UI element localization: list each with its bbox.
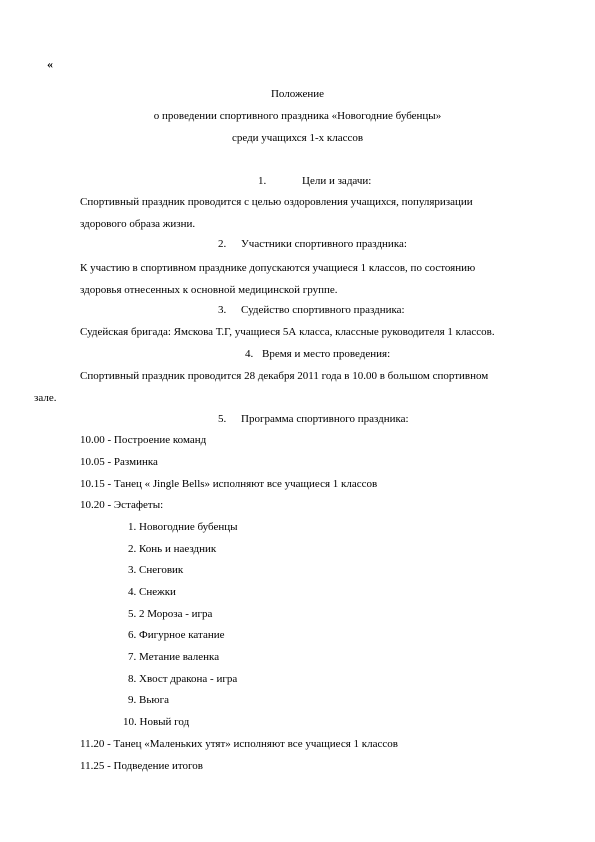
relay-item: 8. Хвост дракона - игра bbox=[128, 673, 238, 685]
section-text-line: Спортивный праздник проводится 28 декабря 2011 года в 10.00 в большом спортивном bbox=[80, 370, 489, 382]
relay-item: 7. Метание валенка bbox=[128, 651, 220, 663]
quote-mark: « bbox=[47, 57, 53, 71]
relay-item: 2. Конь и наездник bbox=[128, 543, 217, 555]
section-text-line: здоровья отнесенных к основной медицинской группе. bbox=[80, 284, 338, 296]
relay-item: 5. 2 Мороза - игра bbox=[128, 608, 213, 620]
relay-item: 1. Новогодние бубенцы bbox=[128, 521, 238, 533]
program-item: 11.20 - Танец «Маленьких утят» исполняют все учащиеся 1 классов bbox=[80, 738, 398, 750]
relay-item: 3. Снеговик bbox=[128, 564, 184, 576]
relay-item: 6. Фигурное катание bbox=[128, 629, 225, 641]
section-text-line: зале. bbox=[34, 392, 57, 404]
relay-item: 4. Снежки bbox=[128, 586, 176, 598]
document-subtitle: о проведении спортивного праздника «Новогодние бубенцы» bbox=[153, 110, 442, 122]
program-item: 10.05 - Разминка bbox=[80, 456, 158, 468]
section-heading-4: Время и место проведения: bbox=[262, 348, 391, 360]
section-text-line: здорового образа жизни. bbox=[80, 218, 196, 230]
program-item: 11.25 - Подведение итогов bbox=[80, 760, 203, 772]
section-number-1: 1. bbox=[258, 175, 267, 187]
program-item: 10.15 - Танец « Jingle Bells» исполняют все учащиеся 1 классов bbox=[80, 478, 378, 490]
document-audience: среди учащихся 1-х классов bbox=[231, 132, 364, 144]
program-item: 10.00 - Построение команд bbox=[80, 434, 207, 446]
section-text-line: Судейская бригада: Ямскова Т.Г, учащиеся 5А класса, классные руководителя 1 классов. bbox=[80, 326, 495, 338]
section-heading-2: Участники спортивного праздника: bbox=[241, 238, 407, 250]
section-heading-5: Программа спортивного праздника: bbox=[241, 413, 409, 425]
section-number-4: 4. bbox=[245, 348, 254, 360]
section-number-2: 2. bbox=[218, 238, 227, 250]
section-number-3: 3. bbox=[218, 304, 227, 316]
section-text-line: К участию в спортивном празднике допускаются учащиеся 1 классов, по состоянию bbox=[80, 262, 476, 274]
document-title: Положение bbox=[270, 88, 324, 100]
relay-item: 9. Вьюга bbox=[128, 694, 169, 706]
program-item: 10.20 - Эстафеты: bbox=[80, 499, 164, 511]
section-text-line: Спортивный праздник проводится с целью оздоровления учащихся, популяризации bbox=[80, 196, 473, 208]
section-number-5: 5. bbox=[218, 413, 227, 425]
section-heading-3: Судейство спортивного праздника: bbox=[241, 304, 405, 316]
section-heading-1: Цели и задачи: bbox=[302, 175, 372, 187]
relay-item: 10. Новый год bbox=[123, 716, 190, 728]
